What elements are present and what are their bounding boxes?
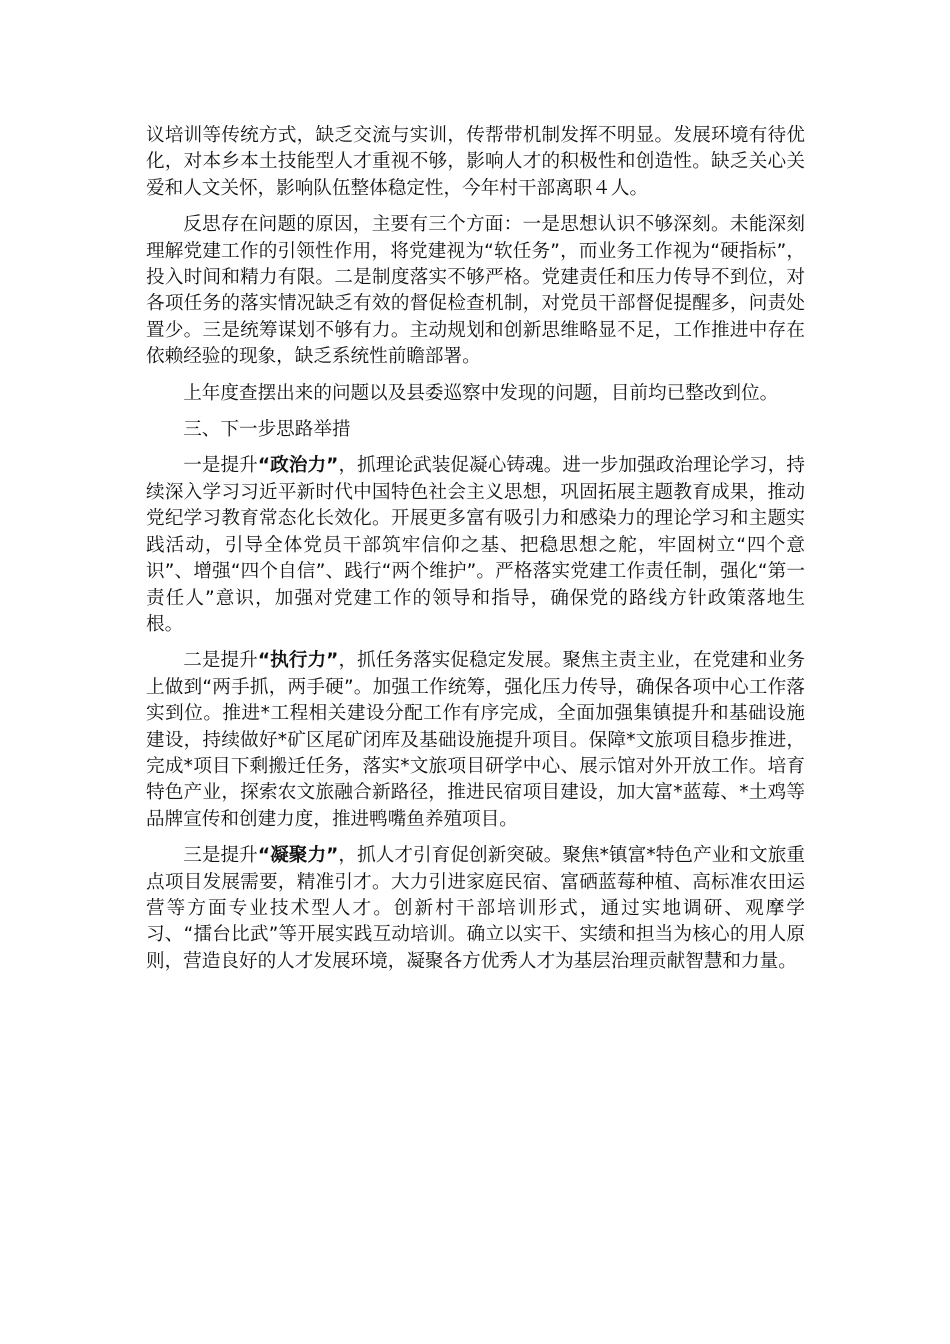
paragraph-continuation: [146, 123, 805, 202]
section-heading: [146, 417, 805, 443]
paragraph-execution: [146, 648, 805, 833]
section-heading-text: 三、下一步思路举措: [183, 419, 351, 441]
paragraph-text: ，抓理论武装促凝心铸魂。进一步加强政治理论学习，持续深入学习习近平新时代中国特色社会主义思想，巩固拓展主题教育成果，推动党纪学习教育常态化长效化。开展更多富有吸引力和感染力的理论学习和主题实践活动，引导全体党员干部筑牢信仰之基、把稳思想之舵，牢固树立“四个意识”、增强“四个自信”、践行“两个维护”。严格落实党建工作责任制，强化“第一责任人”意识，加强对党建工作的领导和指导，确保党的路线方针政策落地生根。: [146, 455, 805, 635]
paragraph-root-causes: [146, 212, 805, 370]
document-page: [146, 123, 805, 985]
paragraph-text: 反思存在问题的原因，主要有三个方面：一是思想认识不够深刻。未能深刻理解党建工作的引领性作用，将党建视为“软任务”，而业务工作视为“硬指标”，投入时间和精力有限。二是制度落实不够严格。党建责任和压力传导不到位，对各项任务的落实情况缺乏有效的督促检查机制，对党员干部督促提醒多，问责处置少。三是统筹谋划不够有力。主动规划和创新思维略显不足，工作推进中存在依赖经验的现象，缺乏系统性前瞻部署。: [146, 214, 805, 368]
paragraph-lead: 一是提升: [183, 455, 258, 477]
paragraph-cohesion: [146, 843, 805, 975]
paragraph-bold-keyword: “凝聚力”: [257, 845, 339, 867]
paragraph-bold-keyword: “执行力”: [257, 650, 339, 672]
paragraph-text: 上年度查摆出来的问题以及县委巡察中发现的问题，目前均已整改到位。: [183, 382, 779, 404]
paragraph-text: ，抓人才引育促创新突破。聚焦*镇富*特色产业和文旅重点项目发展需要，精准引才。大力引进家庭民宿、富硒蓝莓种植、高标准农田运营等方面专业技术型人才。创新村干部培训形式，通过实地调研、观摩学习、“擂台比武”等开展实践互动培训。确立以实干、实绩和担当为核心的用人原则，营造良好的人才发展环境，凝聚各方优秀人才为基层治理贡献智慧和力量。: [146, 845, 805, 972]
paragraph-bold-keyword: “政治力”: [257, 455, 339, 477]
paragraph-text: ，抓任务落实促稳定发展。聚焦主责主业，在党建和业务上做到“两手抓，两手硬”。加强工作统筹，强化压力传导，确保各项中心工作落实到位。推进*工程相关建设分配工作有序完成，全面加强集镇提升和基础设施建设，持续做好*矿区尾矿闭库及基础设施提升项目。保障*文旅项目稳步推进，完成*项目下剩搬迁任务，落实*文旅项目研学中心、展示馆对外开放工作。培育特色产业，探索农文旅融合新路径，推进民宿项目建设，加大富*蓝莓、*土鸡等品牌宣传和创建力度，推进鸭嘴鱼养殖项目。: [146, 650, 805, 830]
paragraph-lead: 三是提升: [183, 845, 258, 867]
paragraph-rectification: [146, 381, 805, 407]
paragraph-text: 议培训等传统方式，缺乏交流与实训，传帮带机制发挥不明显。发展环境有待优化，对本乡本土技能型人才重视不够，影响人才的积极性和创造性。缺乏关心关爱和人文关怀，影响队伍整体稳定性，今年村干部离职４人。: [146, 125, 805, 199]
paragraph-lead: 二是提升: [183, 650, 258, 672]
paragraph-political: [146, 453, 805, 638]
